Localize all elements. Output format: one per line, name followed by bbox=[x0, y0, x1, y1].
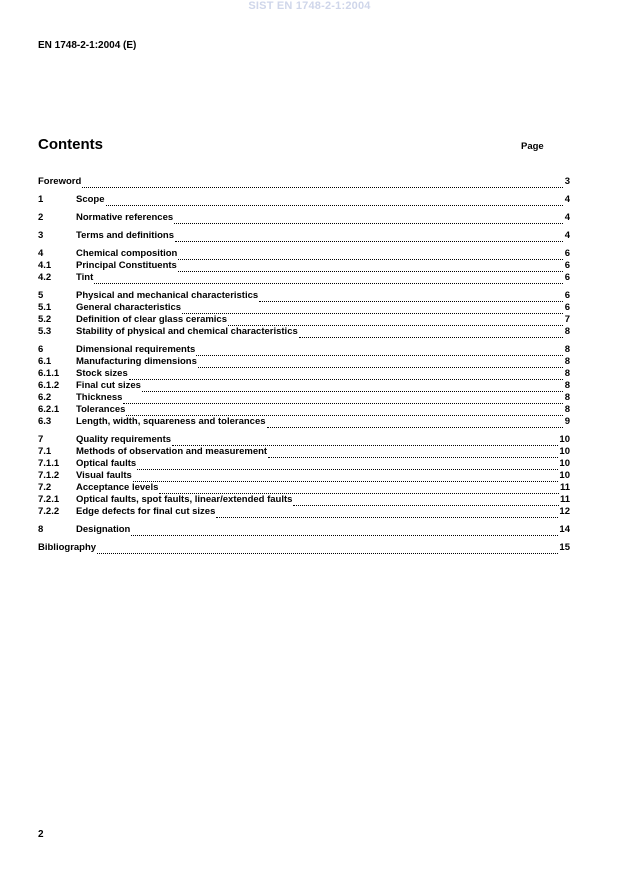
toc-entry[interactable] bbox=[38, 380, 570, 392]
dot-leader bbox=[94, 274, 563, 284]
toc-entry[interactable] bbox=[38, 470, 570, 482]
toc-entry-number: 7.1 bbox=[38, 446, 52, 457]
toc-entry-page: 4 bbox=[564, 194, 570, 205]
dot-leader bbox=[175, 232, 563, 242]
toc-entry-number: 7.2 bbox=[38, 482, 52, 493]
toc-entry[interactable] bbox=[38, 212, 570, 224]
toc-entry-number: 8 bbox=[38, 524, 44, 535]
toc-entry-title: Tolerances bbox=[76, 404, 126, 415]
toc-entry-title: Bibliography bbox=[38, 542, 97, 553]
toc-entry-title: Final cut sizes bbox=[76, 380, 141, 391]
toc-entry-page: 9 bbox=[564, 416, 570, 427]
toc-entry-title: Methods of observation and measurement bbox=[76, 446, 268, 457]
toc-entry-title: Tint bbox=[76, 272, 94, 283]
toc-entry-title: General characteristics bbox=[76, 302, 182, 313]
toc-entry-title: Length, width, squareness and tolerances bbox=[76, 416, 266, 427]
toc-entry-page: 11 bbox=[559, 494, 570, 505]
toc-entry[interactable] bbox=[38, 326, 570, 338]
dot-leader bbox=[129, 370, 563, 380]
dot-leader bbox=[123, 394, 563, 404]
toc-entry-title: Optical faults bbox=[76, 458, 137, 469]
toc-entry-page: 6 bbox=[564, 290, 570, 301]
toc-entry-title: Principal Constituents bbox=[76, 260, 177, 271]
dot-leader bbox=[126, 406, 563, 416]
toc-entry[interactable] bbox=[38, 458, 570, 470]
dot-leader bbox=[299, 328, 563, 338]
toc-entry-number: 4 bbox=[38, 248, 44, 259]
toc-entry-page: 7 bbox=[564, 314, 570, 325]
document-id-header: EN 1748-2-1:2004 (E) bbox=[38, 40, 137, 51]
toc-entry-page: 3 bbox=[564, 176, 570, 187]
toc-entry-page: 10 bbox=[559, 434, 570, 445]
toc-entry-page: 8 bbox=[564, 356, 570, 367]
toc-entry-page: 4 bbox=[564, 212, 570, 223]
toc-entry-title: Foreword bbox=[38, 176, 82, 187]
toc-entry[interactable] bbox=[38, 416, 570, 428]
dot-leader bbox=[267, 418, 563, 428]
toc-entry-number: 6.1.2 bbox=[38, 380, 60, 391]
toc-entry-number: 6.1.1 bbox=[38, 368, 60, 379]
toc-entry-number: 1 bbox=[38, 194, 44, 205]
toc-entry-page: 6 bbox=[564, 302, 570, 313]
toc-entry[interactable] bbox=[38, 368, 570, 380]
dot-leader bbox=[133, 472, 559, 482]
toc-entry-title: Designation bbox=[76, 524, 131, 535]
watermark: SIST EN 1748-2-1:2004 bbox=[248, 0, 371, 12]
toc-entry-number: 6 bbox=[38, 344, 44, 355]
toc-entry-title: Edge defects for final cut sizes bbox=[76, 506, 216, 517]
toc-entry-title: Acceptance levels bbox=[76, 482, 159, 493]
dot-leader bbox=[198, 358, 563, 368]
toc-entry[interactable] bbox=[38, 260, 570, 272]
toc-entry-page: 10 bbox=[559, 446, 570, 457]
toc-entry[interactable] bbox=[38, 434, 570, 446]
contents-heading: Contents bbox=[38, 136, 103, 153]
dot-leader bbox=[268, 448, 558, 458]
toc-entry[interactable] bbox=[38, 356, 570, 368]
dot-leader bbox=[196, 346, 563, 356]
dot-leader bbox=[178, 250, 563, 260]
toc-entry-page: 6 bbox=[564, 260, 570, 271]
toc-entry-page: 8 bbox=[564, 368, 570, 379]
toc-entry[interactable] bbox=[38, 314, 570, 326]
toc-entry[interactable] bbox=[38, 194, 570, 206]
toc-entry-page: 6 bbox=[564, 272, 570, 283]
dot-leader bbox=[228, 316, 563, 326]
toc-entry-number: 6.1 bbox=[38, 356, 52, 367]
toc-entry-title: Visual faults bbox=[76, 470, 132, 481]
dot-leader bbox=[137, 460, 558, 470]
toc-entry-page: 8 bbox=[564, 404, 570, 415]
toc-entry-title: Optical faults, spot faults, linear/extended faults bbox=[76, 494, 293, 505]
toc-entry[interactable] bbox=[38, 392, 570, 404]
toc-entry-page: 8 bbox=[564, 344, 570, 355]
dot-leader bbox=[182, 304, 563, 314]
toc-entry-page: 10 bbox=[559, 458, 570, 469]
toc-entry-number: 6.2.1 bbox=[38, 404, 60, 415]
dot-leader bbox=[259, 292, 563, 302]
toc-entry-number: 4.2 bbox=[38, 272, 52, 283]
toc-entry-page: 10 bbox=[559, 470, 570, 481]
dot-leader bbox=[216, 508, 558, 518]
toc-entry-title: Terms and definitions bbox=[76, 230, 175, 241]
toc-entry-page: 14 bbox=[559, 524, 570, 535]
toc-entry-page: 11 bbox=[559, 482, 570, 493]
toc-entry-number: 3 bbox=[38, 230, 44, 241]
dot-leader bbox=[97, 544, 558, 554]
toc-entry-page: 8 bbox=[564, 380, 570, 391]
toc-entry-title: Scope bbox=[76, 194, 105, 205]
toc-entry-number: 5.1 bbox=[38, 302, 52, 313]
toc-entry-title: Quality requirements bbox=[76, 434, 172, 445]
toc-entry[interactable] bbox=[38, 230, 570, 242]
toc-entry-number: 7 bbox=[38, 434, 44, 445]
toc-entry[interactable] bbox=[38, 506, 570, 518]
toc-entry-number: 7.1.2 bbox=[38, 470, 60, 481]
toc-entry-page: 8 bbox=[564, 392, 570, 403]
toc-entry-number: 5.2 bbox=[38, 314, 52, 325]
toc-entry-title: Chemical composition bbox=[76, 248, 178, 259]
toc-entry-number: 7.2.1 bbox=[38, 494, 60, 505]
toc-entry-number: 2 bbox=[38, 212, 44, 223]
toc-entry-title: Physical and mechanical characteristics bbox=[76, 290, 259, 301]
toc-entry-page: 15 bbox=[559, 542, 570, 553]
toc-entry[interactable] bbox=[38, 404, 570, 416]
toc-entry-page: 6 bbox=[564, 248, 570, 259]
toc-entry[interactable] bbox=[38, 176, 570, 188]
toc-entry[interactable] bbox=[38, 344, 570, 356]
dot-leader bbox=[159, 484, 559, 494]
dot-leader bbox=[172, 436, 558, 446]
toc-entry-number: 6.3 bbox=[38, 416, 52, 427]
toc-entry-page: 8 bbox=[564, 326, 570, 337]
dot-leader bbox=[131, 526, 558, 536]
dot-leader bbox=[178, 262, 563, 272]
dot-leader bbox=[106, 196, 563, 206]
toc-entry-title: Stability of physical and chemical characteristics bbox=[76, 326, 298, 337]
toc-entry-number: 7.2.2 bbox=[38, 506, 60, 517]
toc-entry-number: 4.1 bbox=[38, 260, 52, 271]
dot-leader bbox=[174, 214, 563, 224]
dot-leader bbox=[293, 496, 559, 506]
toc-entry[interactable] bbox=[38, 542, 570, 554]
toc-entry[interactable] bbox=[38, 272, 570, 284]
dot-leader bbox=[82, 178, 563, 188]
page-column-label: Page bbox=[521, 141, 544, 152]
toc-entry-page: 12 bbox=[559, 506, 570, 517]
toc-entry[interactable] bbox=[38, 248, 570, 260]
table-of-contents bbox=[38, 176, 570, 554]
toc-entry[interactable] bbox=[38, 302, 570, 314]
toc-entry-page: 4 bbox=[564, 230, 570, 241]
toc-entry-title: Stock sizes bbox=[76, 368, 128, 379]
toc-entry-title: Thickness bbox=[76, 392, 123, 403]
toc-entry-number: 7.1.1 bbox=[38, 458, 60, 469]
toc-entry-title: Manufacturing dimensions bbox=[76, 356, 197, 367]
toc-entry-number: 5.3 bbox=[38, 326, 52, 337]
page-number: 2 bbox=[38, 829, 44, 840]
toc-entry-number: 6.2 bbox=[38, 392, 52, 403]
toc-entry[interactable] bbox=[38, 290, 570, 302]
toc-entry-number: 5 bbox=[38, 290, 44, 301]
toc-entry[interactable] bbox=[38, 524, 570, 536]
toc-entry-title: Definition of clear glass ceramics bbox=[76, 314, 228, 325]
toc-entry[interactable] bbox=[38, 446, 570, 458]
toc-entry-title: Normative references bbox=[76, 212, 174, 223]
toc-entry-title: Dimensional requirements bbox=[76, 344, 196, 355]
toc-entry[interactable] bbox=[38, 494, 570, 506]
toc-entry[interactable] bbox=[38, 482, 570, 494]
dot-leader bbox=[142, 382, 563, 392]
